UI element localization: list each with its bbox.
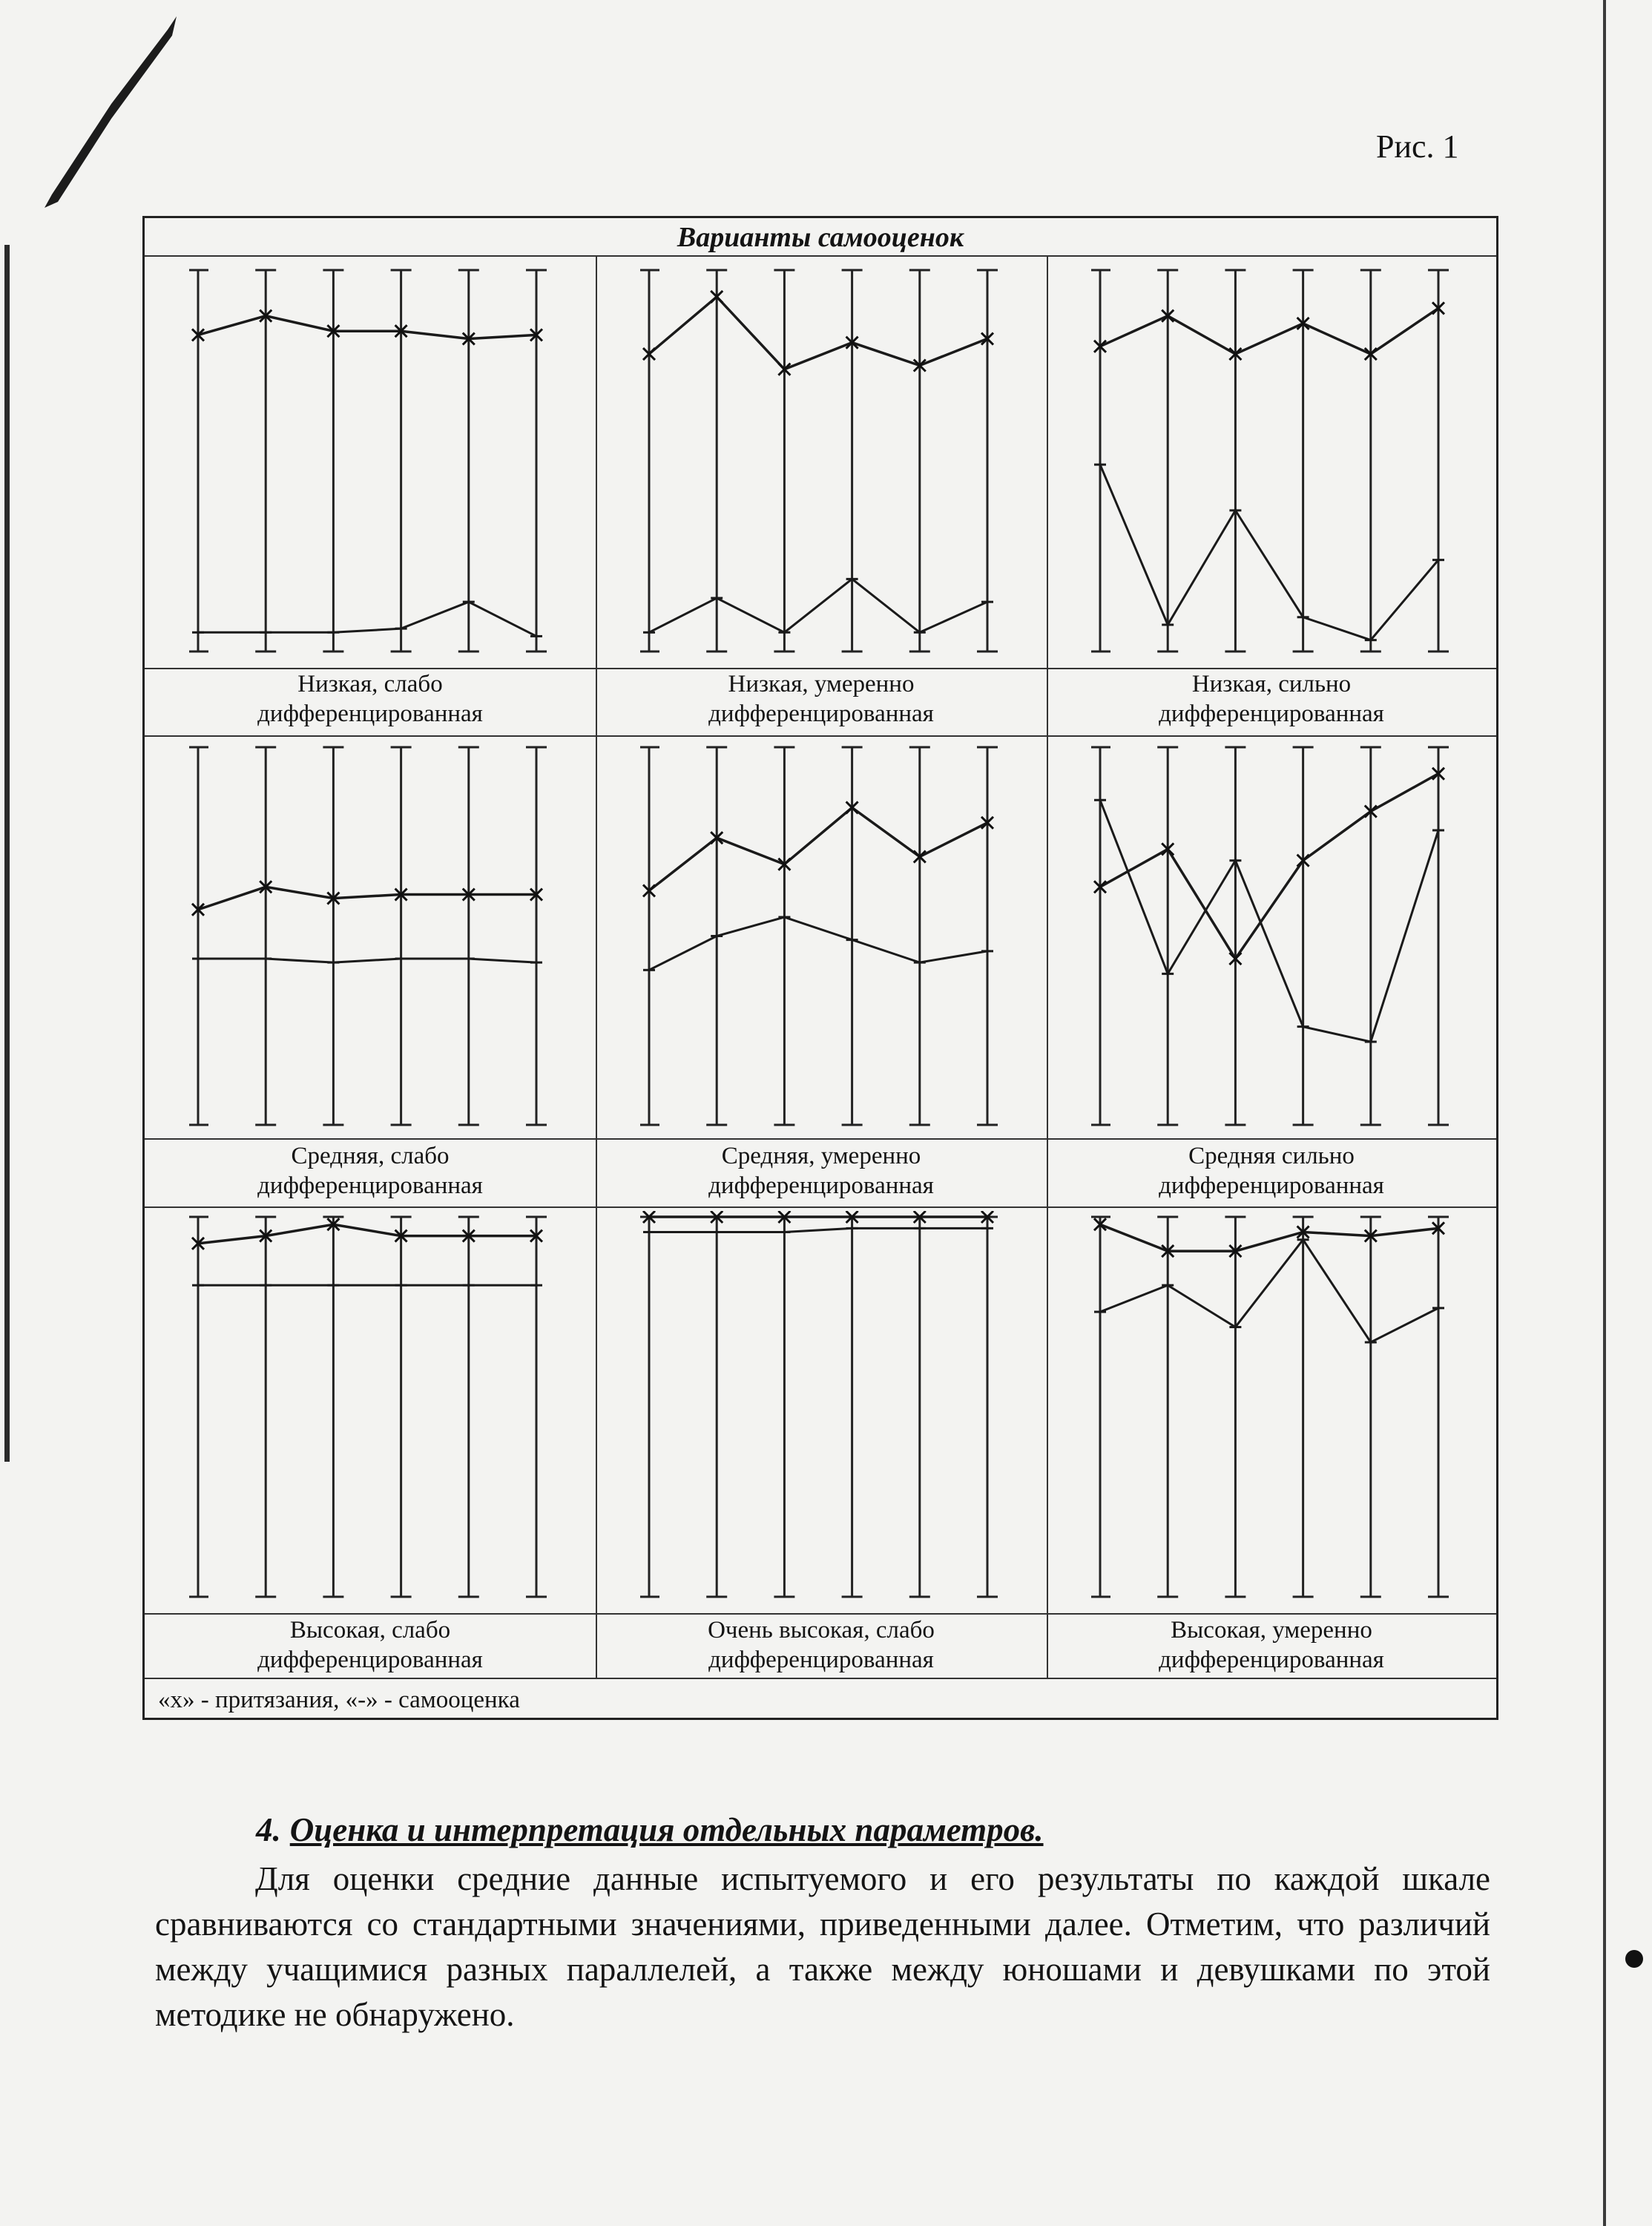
self-esteem-line [649,579,987,632]
self-esteem-line [649,917,987,970]
profile-chart-2 [640,264,1004,659]
right-edge-line [1603,0,1606,2226]
row-divider [145,1613,1496,1615]
profile-chart-1 [189,264,553,659]
aspiration-line [649,807,987,890]
self-esteem-line [1100,800,1438,1042]
variant-caption: Высокая, слабо дифференцированная [257,1617,483,1673]
left-edge-mark [4,245,10,1462]
section-number: 4. [256,1811,281,1848]
row-divider [145,1206,1496,1208]
aspiration-line [198,887,536,910]
self-esteem-line [1100,1240,1438,1342]
table-title: Варианты самооценок [145,218,1496,257]
column-divider [596,257,597,1678]
self-esteem-line [198,602,536,636]
body-line: Для оценки средние данные испытуемого и его результаты по каждой шкале [255,1860,1490,1897]
table-legend: «х» - притязания, «-» - самооценка [158,1687,520,1713]
variant-caption: Высокая, умеренно дифференцированная [1159,1617,1384,1673]
aspiration-line [649,297,987,370]
profile-chart-3 [1091,264,1455,659]
punch-dot [1625,1950,1643,1968]
section-heading-text: Оценка и интерпретация отдельных параметров. [289,1811,1044,1848]
body-line: девушками по этой методике не обнаружено. [155,1951,1491,2033]
aspiration-line [1100,1224,1438,1251]
variant-caption: Очень высокая, слабо дифференцированная [708,1617,935,1673]
variant-caption: Низкая, сильно дифференцированная [1159,671,1384,727]
self-esteem-line [649,1228,987,1232]
body-line: различий между учащимися разных параллелей, а также между юношами и [155,1905,1490,1988]
pen-stroke-mark [45,16,177,208]
profile-chart-7 [189,1211,553,1604]
variant-caption: Средняя, умеренно дифференцированная [708,1143,934,1199]
self-esteem-variants-table [142,216,1498,1720]
profile-chart-8 [640,1211,1004,1604]
profile-chart-6 [1091,741,1455,1132]
self-esteem-line [198,959,536,962]
profile-chart-4 [189,741,553,1132]
profile-chart-9 [1091,1211,1455,1604]
self-esteem-line [1100,464,1438,640]
variant-caption: Низкая, умеренно дифференцированная [708,671,934,727]
column-divider [1047,257,1048,1678]
body-line: сравниваются со стандартными значениями, приведенными далее. Отметим, что [155,1905,1345,1943]
aspiration-line [198,1224,536,1244]
section-heading [256,1810,1044,1849]
section-body [155,1856,1490,2038]
row-divider [145,1138,1496,1140]
profile-chart-5 [640,741,1004,1132]
aspiration-line [1100,308,1438,354]
variant-caption: Средняя, слабо дифференцированная [257,1143,483,1199]
figure-label: Рис. 1 [1376,128,1459,165]
variant-caption: Средняя сильно дифференцированная [1159,1143,1384,1199]
row-divider [145,735,1496,737]
row-divider [145,1678,1496,1679]
aspiration-line [198,316,536,339]
variant-caption: Низкая, слабо дифференцированная [257,671,483,727]
